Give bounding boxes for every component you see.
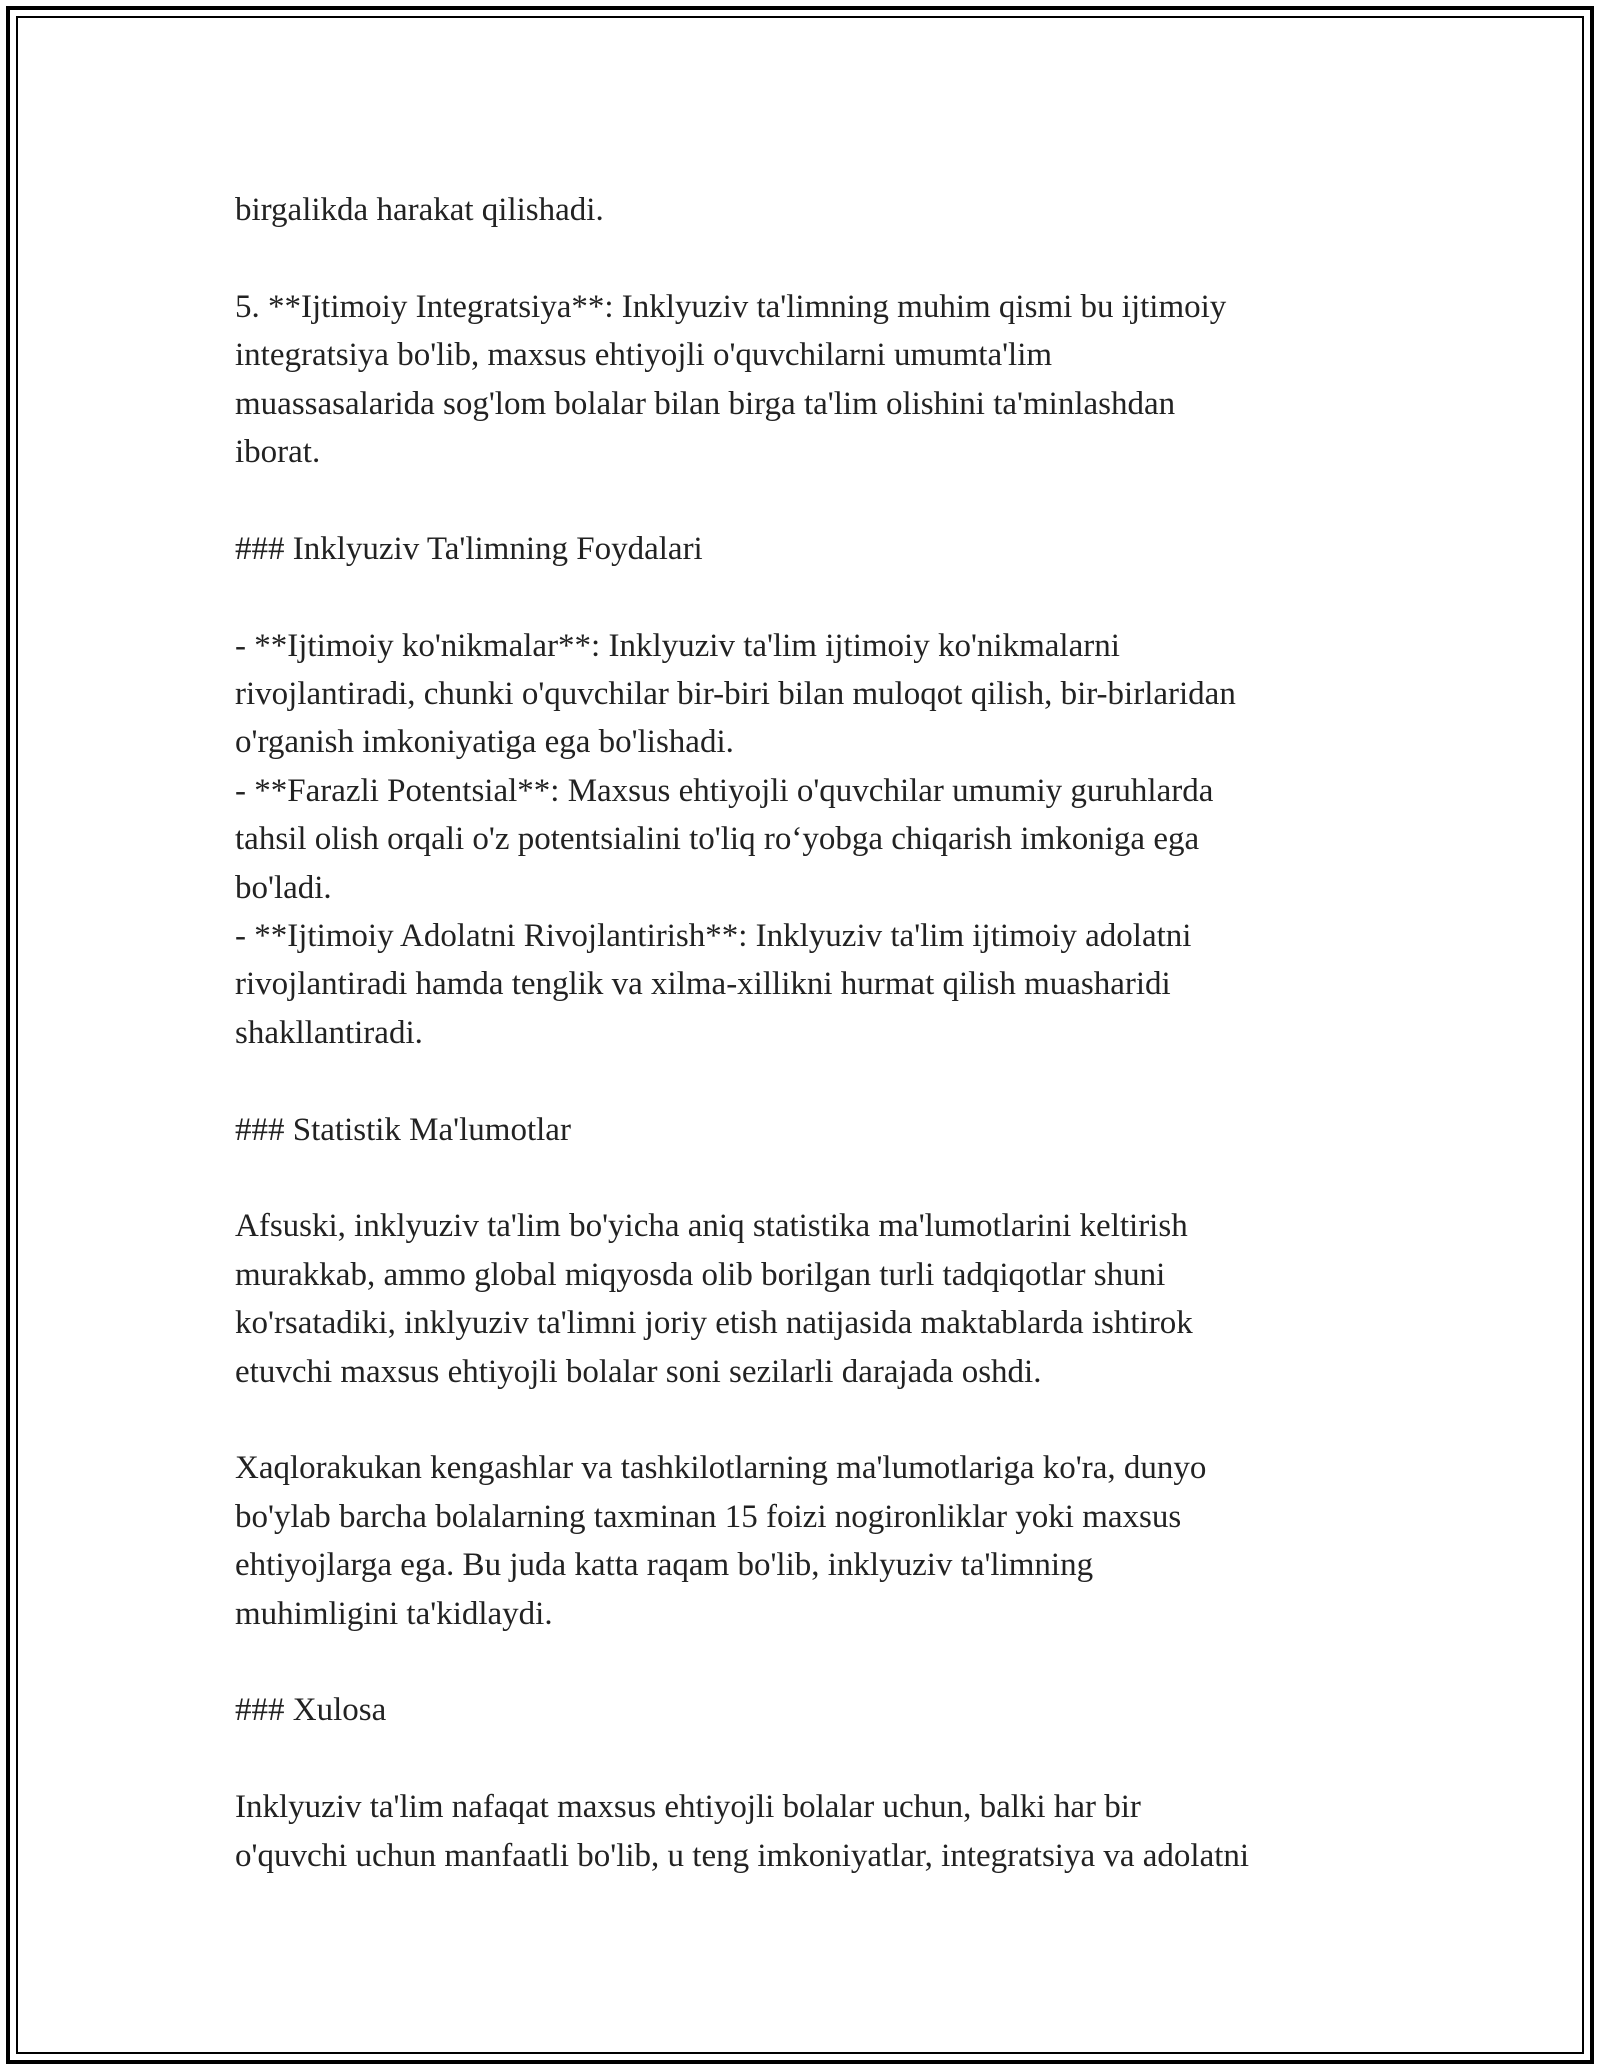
paragraph-statistics: Afsuski, inklyuziv ta'lim bo'yicha aniq statistika ma'lumotlarini keltirish murakkab, ammo global miqyosda olib borilgan turli tadqiqotlar shuni ko'rsatadiki, inklyuziv ta'limni joriy etish natijasida maktablarda ishtirok etuvchi maxsus ehtiyojli bolalar soni sezilarli darajada oshdi. [235,1208,1193,1390]
list-item: - **Ijtimoiy ko'nikmalar**: Inklyuziv ta'lim ijtimoiy ko'nikmalarni rivojlantiradi, chunki o'quvchilar bir-biri bilan muloqot qilish, bir-birlaridan o'rganish imkoniyatiga ega bo'lishadi. [235,627,1236,761]
paragraph-continuation: birgalikda harakat qilishadi. [235,192,604,228]
heading-statistics: ### Statistik Ma'lumotlar [235,1111,571,1148]
paragraph-social-integration: 5. **Ijtimoiy Integratsiya**: Inklyuziv ta'limning muhim qismi bu ijtimoiy integratsiya bo'lib, maxsus ehtiyojli o'quvchilarni umumta'lim muassasalarida sog'lom bolalar bilan birga ta'lim olishini ta'minlashdan iborat. [235,288,1227,471]
spacer [235,1154,1415,1202]
document-body [235,186,1415,1880]
heading-conclusion: ### Xulosa [235,1692,387,1729]
spacer [235,573,1415,621]
paragraph-councils: Xaqlorakukan kengashlar va tashkilotlarning ma'lumotlariga ko'ra, dunyo bo'ylab barcha bolalarning taxminan 15 foizi nogironliklar yoki maxsus ehtiyojlarga ega. Bu juda katta raqam bo'lib, inklyuziv ta'limning muhimligini ta'kidlaydi. [235,1450,1207,1632]
spacer [235,1396,1415,1444]
spacer [235,1735,1415,1783]
spacer [235,1638,1415,1686]
paragraph-conclusion: Inklyuziv ta'lim nafaqat maxsus ehtiyojli bolalar uchun, balki har bir o'quvchi uchun manfaatli bo'lib, u teng imkoniyatlar, integratsiya va adolatni [235,1789,1250,1874]
spacer [235,1057,1415,1105]
list-item: - **Farazli Potentsial**: Maxsus ehtiyojli o'quvchilar umumiy guruhlarda tahsil olish orqali o'z potentsialini to'liq ro‘yobga chiqarish imkoniga ega bo'ladi. [235,772,1214,906]
spacer [235,234,1415,282]
spacer [235,476,1415,524]
heading-benefits: ### Inklyuziv Ta'limning Foydalari [235,530,703,567]
list-item: - **Ijtimoiy Adolatni Rivojlantirish**: Inklyuziv ta'lim ijtimoiy adolatni rivojlantiradi hamda tenglik va xilma-xillikni hurmat qilish muasharidi shakllantiradi. [235,918,1192,1051]
